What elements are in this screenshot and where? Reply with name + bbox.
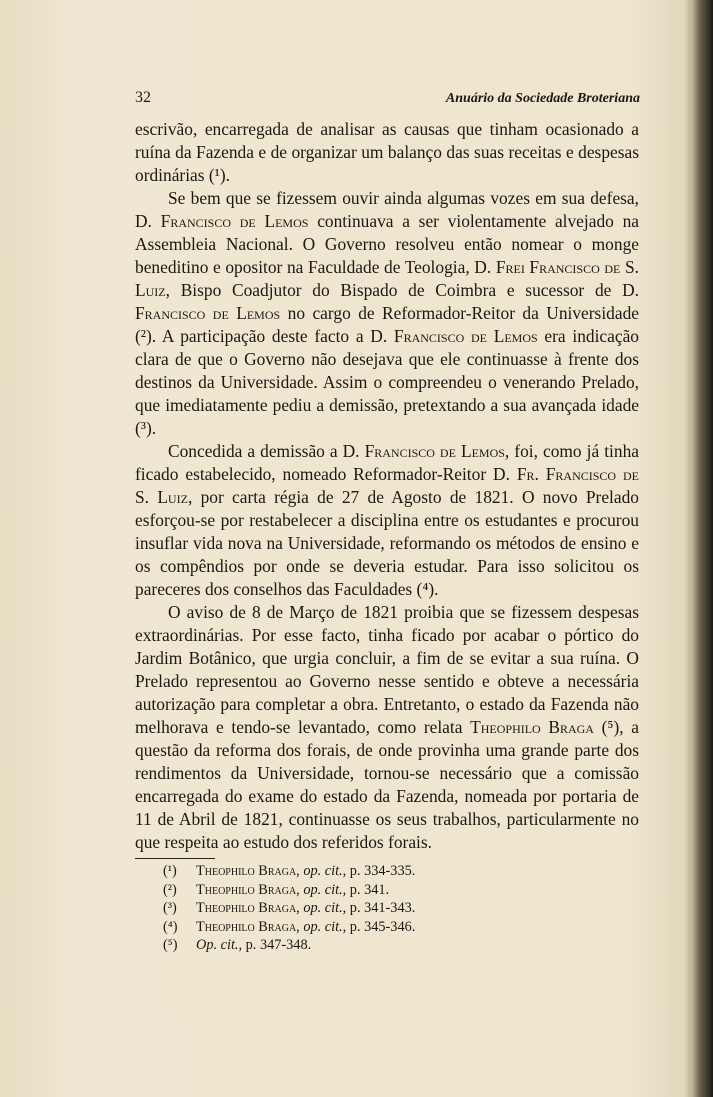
footnote-work: op. cit.,: [303, 881, 347, 898]
footnote-mark: (⁵): [163, 937, 178, 953]
running-title: Anuário da Sociedade Broteriana: [445, 91, 640, 106]
footnote-mark: (⁴): [163, 918, 178, 935]
name-francisco-de-lemos: Francisco de Lemos: [135, 303, 281, 323]
paragraph-3-text-e: S.: [135, 487, 158, 507]
footnote-pages: p. 341-343.: [349, 900, 416, 916]
name-francisco-de-lemos: Francisco de Lemos: [393, 326, 538, 346]
name-francisco-de-lemos: Francisco de Lemos: [364, 441, 505, 461]
footnote-pages: p. 341.: [349, 881, 390, 898]
footnote-rule: [135, 858, 215, 859]
book-spine-shadow: [691, 0, 713, 1097]
footnote: [163, 936, 603, 955]
footnotes: [163, 862, 603, 955]
paragraph-1: [135, 118, 639, 187]
paragraph-2-text-i: no cargo de Reformador-Reitor da Universidade (²). A participação deste facto a D.: [135, 303, 639, 346]
paragraph-4-text-a: O aviso de 8 de Março de 1821 proibia que se fizessem despesas extraordinárias. Por esse facto, tinha ficado por acabar o pórtico do Jardim Botânico, que urgia concluir, a fim de se evitar a sua ruína. O Prelado representou ao Governo nesse sentido e obteve a necessária autorização para completar a obra. Entretanto, o estado da Fazenda não melhorava e tendo-se levantado, como relata: [135, 602, 639, 737]
name-luiz: Luiz: [135, 280, 166, 300]
page-header: [135, 89, 640, 109]
name-theophilo-braga: Theophilo Braga: [470, 717, 594, 737]
footnote: [163, 918, 603, 937]
footnote-work: op. cit.,: [303, 863, 347, 879]
footnote-pages: p. 347-348.: [245, 937, 312, 953]
name-luiz: Luiz: [157, 487, 188, 507]
paragraph-4: [135, 601, 639, 854]
footnote-work: op. cit.,: [303, 918, 347, 935]
paragraph-2-text-g: , Bispo Coadjutor do Bispado de Coimbra e sucessor de D.: [165, 280, 639, 300]
footnote-mark: (¹): [163, 863, 177, 879]
paragraph-4-text-c: (⁵), a questão da reforma dos forais, de onde provinha uma grande parte dos rendimentos da Universidade, tornou-se necessário que a comissão encarregada do exame do estado da Fazenda, nomeada por portaria de 11 de Abril de 1821, continuasse os seus trabalhos, particularmente no que respeita ao estudo dos referidos forais.: [135, 717, 639, 852]
paragraph-3-text-c: , foi, como já tinha ficado estabelecido, nomeado Reformador-Reitor D.: [135, 441, 639, 484]
paragraph-3-text-a: Concedida a demissão a D.: [168, 441, 365, 461]
body-text: [135, 118, 639, 854]
footnote-work: op. cit.,: [303, 900, 347, 916]
footnote: [163, 899, 603, 918]
paragraph-1-text: escrivão, encarregada de analisar as causas que tinham ocasionado a ruína da Fazenda e de organizar um balanço das suas receitas e despesas ordinárias (¹).: [135, 119, 639, 185]
footnote-mark: (³): [163, 900, 177, 916]
footnote-author: Theophilo Braga,: [196, 918, 300, 935]
name-francisco-de-lemos: Francisco de Lemos: [160, 211, 309, 231]
footnote-mark: (²): [163, 881, 177, 898]
footnote-author: Theophilo Braga,: [196, 881, 300, 898]
footnote-pages: p. 345-346.: [349, 918, 416, 935]
footnote: [163, 881, 603, 900]
paragraph-3-text-g: , por carta régia de 27 de Agosto de 1821. O novo Prelado esforçou-se por restabelecer a disciplina entre os estudantes e procurou insuflar vida nova na Universidade, reformando os métodos de ensino e os compêndios por onde se deveria estudar. Para isso solicitou os pareceres dos conselhos das Faculdades (⁴).: [135, 487, 639, 599]
name-frei-francisco-de: Frei Francisco de: [495, 257, 621, 277]
name-fr-francisco-de: Fr. Francisco de: [516, 464, 639, 484]
footnote-author: Theophilo Braga,: [196, 900, 300, 916]
footnote-pages: p. 334-335.: [349, 863, 416, 879]
paragraph-2-text-a: Se bem que se fizessem ouvir ainda algumas vozes em sua defesa, D.: [135, 188, 639, 231]
footnote-work: Op. cit.,: [196, 937, 243, 953]
paragraph-2-text-e: S.: [620, 257, 639, 277]
footnote: [163, 862, 603, 881]
paragraph-2-text-k: era indicação clara de que o Governo não desejava que ele continuasse à frente dos destinos da Universidade. Assim o compreendeu o venerando Prelado, que imediatamente pediu a demissão, pretextando a sua avançada idade (³).: [135, 326, 639, 438]
footnote-author: Theophilo Braga,: [196, 863, 300, 879]
page-number: 32: [135, 89, 151, 106]
paragraph-3: [135, 440, 639, 601]
paragraph-2: [135, 187, 639, 440]
paragraph-2-text-c: continuava a ser violentamente alvejado na Assembleia Nacional. O Governo resolveu então nomear o monge beneditino e opositor na Faculdade de Teologia, D.: [135, 211, 639, 277]
